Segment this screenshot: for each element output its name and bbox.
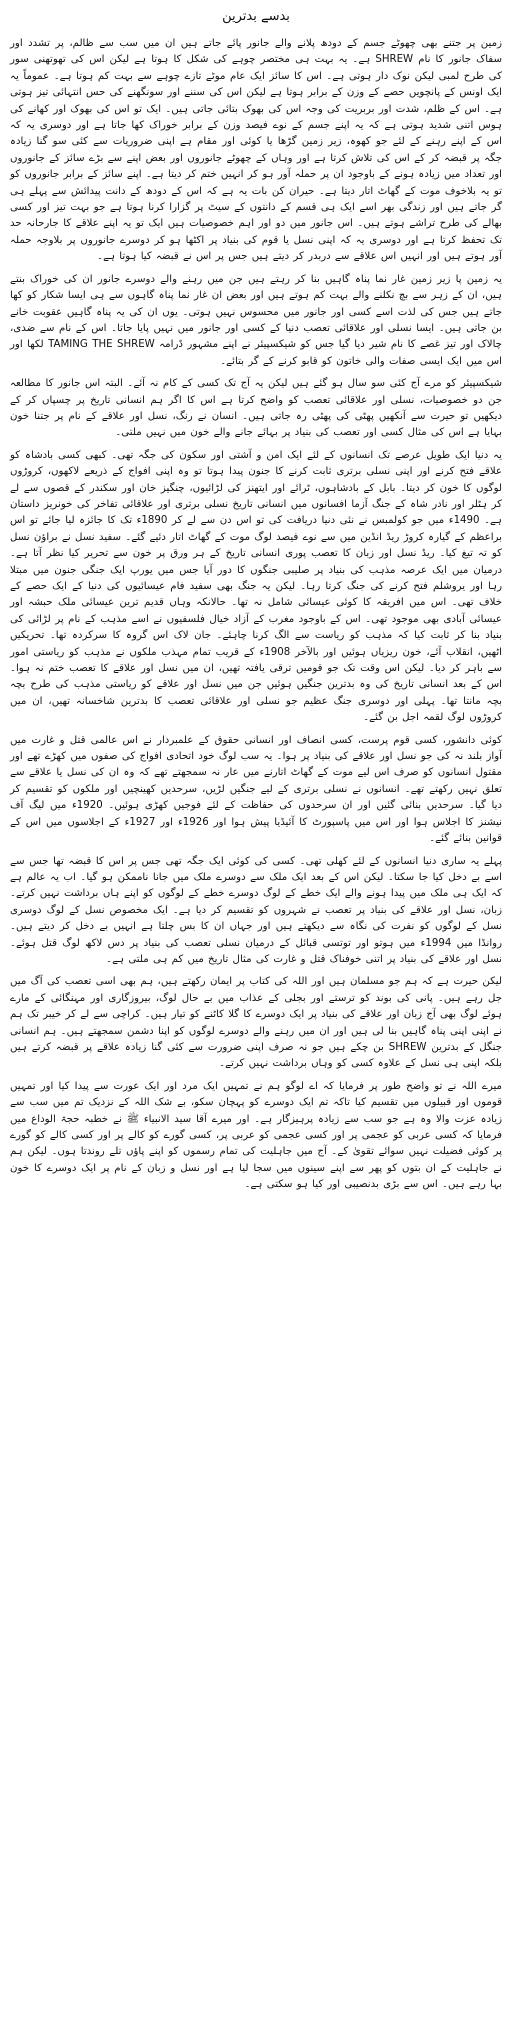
article-title: بدسے بدترین [222, 9, 290, 24]
article-paragraph: میرے اللہ نے تو واضح طور پر فرمایا کہ اے لوگو ہم نے تمہیں ایک مرد اور ایک عورت سے پیدا کیا اور تمہیں قوموں اور قبیلوں میں تقسیم کیا تاکہ تم ایک دوسرے کو پہچان سکو، بے شک اللہ کے نزدیک تم میں سب سے زیادہ عزت والا وہ ہے جو سب سے زیادہ پرہیزگار ہے۔ اور میرے آقا سید الانبیاء ﷺ نے خطبہ حجۃ الوداع میں فرمایا کہ کسی عربی کو عجمی پر اور کسی عجمی کو عربی پر، کسی گورے کو کالے پر اور کسی کالے کو گورے پر کوئی فضیلت نہیں سوائے تقویٰ کے۔ آج میں جاہلیت کی تمام رسموں کو اپنے پاؤں تلے روندتا ہوں۔ لیکن ہم نے جاہلیت کے ان بتوں کو پھر سے اپنے سینوں میں سجا لیا ہے اور نسل و زبان کے نام پر ایک دوسرے کا خون بہا رہے ہیں۔ اس سے بڑی بدنصیبی اور کیا ہو سکتی ہے۔ [10, 1080, 502, 1191]
article-paragraph: یہ دنیا ایک طویل عرصے تک انسانوں کے لئے ایک امن و آشتی اور سکون کی جگہ تھی۔ کبھی کسی بادشاہ کو علاقے فتح کرنے اور اپنی نسلی برتری ثابت کرنے کا جنون پیدا ہوتا تو وہ اپنی افواج کے ذریعے لاکھوں، کروڑوں لوگوں کا خون کر دیتا۔ بابل کے بادشاہوں، ٹرائے اور ایتھنز کی لڑائیوں، چنگیز خان اور سکندر کے قصوں سے لے کر ہٹلر اور نادر شاہ کے جنگ آزما افسانوں میں انسانی تاریخ نسلی برتری اور علاقائی تفاخر کی خونریز داستان ہے۔ 1490ء میں جو کولمبس نے نئی دنیا دریافت کی تو اس دن سے لے کر 1890ء تک کا جائزہ لیا جائے تو اس براعظم کے گیارہ کروڑ ریڈ انڈین میں سے نوے فیصد لوگ موت کے گھاٹ اتار دئیے گئے۔ سفید نسل نے براؤن نسل کو تہ تیغ کیا۔ ریڈ نسل اور زبان کا تعصب پوری انسانی تاریخ کے ہر ورق پر خون سے تحریر کیا نظر آتا ہے۔ درمیان میں ایک عرصہ مذہب کی بنیاد پر صلیبی جنگوں کا دور آیا جس میں یورپ ایک جنگی جنون میں مبتلا رہا اور یروشلم فتح کرنے کی جنگ کرتا رہا۔ لیکن یہ جنگ بھی سفید فام عیسائیوں کی دنیا کے ایک حصے کے خلاف تھی۔ اس میں افریقہ کا کوئی عیسائی شامل نہ تھا۔ حالانکہ وہاں قدیم ترین عیسائی ملک حبشہ اور عیسائی آبادی بھی موجود تھی۔ اس کے باوجود مغرب کے آزاد خیال فلسفیوں نے اسے مذہب کے نام پر لڑائی کی بنیاد بنا کر ثابت کیا کہ مذہب کو ریاست سے الگ کرنا چاہئے۔ جان لاک اس گروہ کا سرکردہ تھا۔ تحریکیں اٹھیں، انقلاب آئے، خون ریزیاں ہوئیں اور بالآخر 1908ء کے قریب تمام مہذب ملکوں نے مذہب کو ریاستی امور سے باہر کر دیا۔ لیکن اس وقت تک جو قومیں ترقی یافتہ تھیں، ان میں نسل اور علاقے کا تعصب ختم نہ ہوا۔ اس کے بعد انسانی تاریخ کی وہ بدترین جنگیں ہوئیں جن میں نسل اور علاقے کو ریاستی مذہب کی طرح بچہ بچہ مانتا تھا۔ پہلی اور دوسری جنگ عظیم جو نسلی اور علاقائی تعصب کا بدترین شاخسانہ تھیں، ان میں کروڑوں لوگ لقمہ اجل بن گئے۔ [10, 449, 502, 724]
article-paragraph: شیکسپیئر کو مرے آج کئی سو سال ہو گئے ہیں لیکن یہ آج تک کسی کے کام نہ آئے۔ البتہ اس جانور کا مطالعہ جن دو خصوصیات، نسلی اور علاقائی تعصب کو واضح کرتا ہے اس کا اگر ہم انسانی تاریخ پر چسپاں کر کے دیکھیں تو حیرت سے آنکھیں پھٹی کی پھٹی رہ جاتی ہیں۔ انسان نے رنگ، نسل اور علاقے کے نام پر جتنا خون بہایا ہے اس کی مثال کسی اور تعصب کی بنیاد پر بہائے جانے والے خون میں نہیں ملتی۔ [10, 378, 502, 439]
article-paragraph: پہلے یہ ساری دنیا انسانوں کے لئے کھلی تھی۔ کسی کی کوئی ایک جگہ تھی جس پر اس کا قبضہ تھا جس سے اسے بے دخل کیا جا سکتا۔ لیکن اس کے بعد ایک ملک سے دوسرے ملک میں جانا ناممکن ہو گیا۔ اب یہ عالم ہے کہ ایک ہی ملک میں پیدا ہونے والے ایک خطے کے لوگ دوسرے خطے کے لوگوں کو اپنے ہاں برداشت نہیں کرتے۔ زبان، نسل اور علاقے کی بنیاد پر تعصب نے شہروں کو تقسیم کر دیا ہے۔ ایک مخصوص نسل کے لوگ دوسری نسل کے لوگوں کو نفرت کی نگاہ سے دیکھتے ہیں اور جہاں ان کا بس چلتا ہے انہیں بے دخل کر دیتے ہیں۔ روانڈا میں 1994ء میں ہوتو اور توتسی قبائل کے درمیان نسلی تعصب کی بنیاد پر دس لاکھ لوگ قتل ہوئے۔ نسل اور علاقے کی بنیاد پر اتنی خوفناک قتل و غارت کی مثال تاریخ میں کم ہی ملتی ہے۔ [10, 855, 502, 965]
article-paragraph: لیکن حیرت ہے کہ ہم جو مسلمان ہیں اور اللہ کی کتاب پر ایمان رکھتے ہیں، ہم بھی اسی تعصب کی آگ میں جل رہے ہیں۔ پانی کی بوند کو ترستے اور بجلی کے عذاب میں بے حال لوگ، بیروزگاری اور مہنگائی کے مارے ہوئے لوگ بھی آج زبان اور علاقے کی بنیاد پر ایک دوسرے کا گلا کاٹنے کو تیار ہیں۔ کراچی سے لے کر خیبر تک ہم نے اپنی اپنی پناہ گاہیں بنا لی ہیں اور ان میں رہنے والے دوسرے لوگوں کو اپنا دشمن سمجھتے ہیں۔ ہم انسانی جنگل کے بدترین SHREW بن چکے ہیں جو نہ صرف اپنی ضرورت سے کئی گنا زیادہ علاقے پر قبضہ کرتے ہیں بلکہ اپنی ہی نسل کے علاوہ کسی کو وہاں برداشت نہیں کرتے۔ [10, 976, 502, 1070]
article-paragraph: کوئی دانشور، کسی قوم پرست، کسی انصاف اور انسانی حقوق کے علمبردار نے اس عالمی قتل و غارت میں آواز بلند نہ کی جو نسل اور علاقے کی بنیاد پر ہوا۔ یہ سب لوگ خود اتحادی افواج کی صفوں میں کھڑے تھے اور مقتول انسانوں کو صرف اس لیے موت کے گھاٹ اتارنے میں عار نہ سمجھتے تھے کہ وہ ان کی نسل یا علاقے سے تعلق نہیں رکھتے تھے۔ انسانوں نے نسلی برتری کے لیے جنگیں لڑیں، سرحدیں کھینچیں اور ملکوں کو تقسیم کر دیا گیا۔ سرحدیں بنائی گئیں اور ان سرحدوں کی حفاظت کے لئے فوجیں کھڑی ہوئیں۔ 1920ء میں لیگ آف نیشنز کا اجلاس ہوا اور اس میں پاسپورٹ کا آئیڈیا پیش ہوا اور 1926ء اور 1927ء کے اجلاسوں میں اس کے قوانین بنائے گئے۔ [10, 734, 502, 845]
article-paragraph: زمین پر جتنے بھی چھوٹے جسم کے دودھ پلانے والے جانور پائے جاتے ہیں ان میں سب سے ظالم، پر تشدد اور سفاک جانور کا نام SHREW ہے۔ یہ بہت ہی مختصر چوہے کی شکل کا ہوتا ہے لیکن اس کی تھوتھنی سور کی طرح لمبی لیکن نوک دار ہوتی ہے۔ اس کا سائز ایک عام موٹے تازے چوہے سے بہت کم ہوتا ہے۔ عموماً یہ ایک اونس کے پانچویں حصے کے وزن کے برابر ہوتا ہے لیکن اس کی سننے اور سونگھنے کی حس انتہائی تیز ہوتی ہے۔ اس کے ظلم، شدت اور بربریت کی وجہ اس کی بھوک بتائی جاتی ہیں۔ ایک تو اس کی بھوک اور کھانے کی ہوس اتنی شدید ہوتی ہے کہ یہ اپنے جسم کے نوے فیصد وزن کے برابر خوراک کھا جاتا ہے اور دوسری یہ کہ اس کے اپنے رہنے کے لئے جو کھوہ، زیر زمین گڑھا یا کوئی اور مقام ہے اپنی ضروریات سے کئی سو گنا زیادہ جگہ پر قبضہ کر کے اس کی تلاش کرتا ہے اور وہاں کے چھوٹے جانوروں اور بعض اپنے سے بڑے سائز کے جانوروں اور تعداد میں زیادہ ہونے کے باوجود ان پر حملہ آور ہو کر انہیں ختم کر دیتا ہے۔ اپنے سائز کے برابر جانوروں کو تو یہ بلاخوف موت کے گھاٹ اتار دیتا ہے۔ حیران کن بات یہ ہے کہ اس کے دودھ کے دانت پیدائش سے پہلے ہی گر جاتے ہیں اور زندگی بھر اسے ایک ہی قسم کے دانتوں کے سیٹ پر گزارا کرنا ہوتا ہے جو بہت تیز اور کسی بھالے کی طرح تراشے ہوتے ہیں۔ اس جانور میں دو اور اہم خصوصیات ہیں ایک تو یہ اپنے علاقے کا جارحانہ حد تک تحفظ کرتا ہے اور دوسری یہ کہ اپنی نسل یا قوم کی بنیاد پر اکٹھا ہو کر دوسرے جانوروں پر بلاوجہ حملہ آور ہوتے ہیں اور انہیں اس علاقے سے دربدر کر دیتے ہیں جس پر اس نے قبضہ کیا ہوتا ہے۔ [10, 38, 502, 263]
article-paragraph: یہ زمین پا زیر زمین غار نما پناہ گاہیں بنا کر رہتے ہیں جن میں رہنے والے دوسرے جانور ان کی خوراک بنتے ہیں، ان کے زہر سے بچ نکلنے والے بہت کم ہوتے ہیں اور بعض ان غار نما پناہ گاہوں سے ہی ایسا شکار کو کھا جاتے ہیں جس کی لذت اسے کسی اور جانور میں محسوس نہیں ہوتی۔ یوں ان کی یہ پناہ گاہیں عقوبت خانے بن جاتی ہیں۔ ایسا نسلی اور علاقائی تعصب دنیا کے کسی اور جانور میں نہیں پایا جاتا۔ اس کے نام سے ضدی، چالاک اور تیز غصے کا نام شیر دیا گیا جس کو شیکسپیئر نے اپنے مشہور ڈرامہ TAMING THE SHREW لکھا اور اس میں ایک ایسی صفات والی خاتون کو قابو کرنے کے گر بتائے۔ [10, 273, 502, 367]
